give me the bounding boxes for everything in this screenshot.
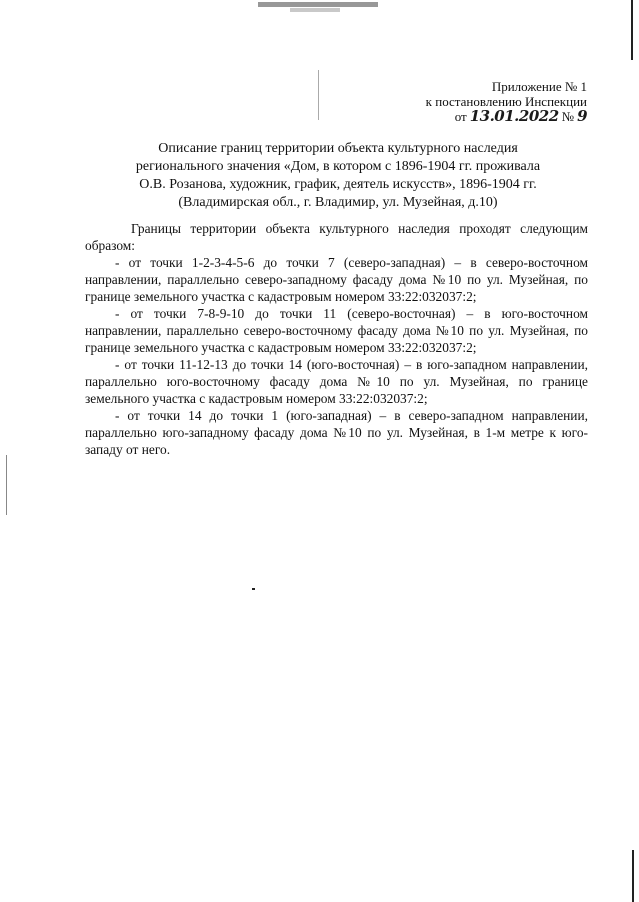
handwritten-number: 9: [577, 107, 587, 125]
appendix-header: [287, 80, 587, 125]
title-line-2: регионального значения «Дом, в котором с 1896-1904 гг. проживала: [135, 159, 541, 174]
scan-artifact-top: [258, 2, 378, 7]
document-title: [88, 140, 588, 212]
boundary-item: - от точки 14 до точки 1 (юго-западная) – в северо-западном направлении, параллельно юго-западному фасаду дома №10 по ул. Музейная, в 1-м метре к юго-западу от него.: [85, 408, 588, 457]
scan-artifact-top-dots: [290, 8, 340, 12]
number-prefix: №: [561, 109, 575, 124]
title-line-3: О.В. Розанова, художник, график, деятель искусств», 1896-1904 гг.: [139, 177, 537, 192]
title-line-1: Описание границ территории объекта культурного наследия: [158, 141, 518, 156]
scan-artifact-dot: [252, 588, 255, 590]
appendix-reference: к постановлению Инспекции: [425, 93, 587, 109]
body-intro: Границы территории объекта культурного наследия проходят следующим образом:: [85, 221, 588, 253]
scan-artifact-right-edge-top: [631, 0, 633, 60]
document-body: [85, 220, 588, 458]
title-line-4: (Владимирская обл., г. Владимир, ул. Музейная, д.10): [178, 195, 498, 210]
boundary-item: - от точки 11-12-13 до точки 14 (юго-восточная) – в юго-западном направлении, параллельно юго-восточному фасаду дома №10 по ул. Музейная, по границе земельного участка с кадастровым номером 33:22:032037:2;: [85, 357, 588, 406]
appendix-number: Приложение № 1: [491, 79, 587, 94]
appendix-date-line: [287, 109, 587, 125]
boundary-item: - от точки 7-8-9-10 до точки 11 (северо-восточная) – в юго-восточном направлении, параллельно северо-восточному фасаду дома №10 по ул. Музейная, по границе земельного участка с кадастровым номером 33:22:032037:2;: [85, 306, 588, 355]
scan-artifact-right-edge-bottom: [632, 850, 634, 902]
handwritten-date: 13.01.2022: [469, 107, 559, 125]
scan-artifact-left-line: [6, 455, 7, 515]
boundary-item: - от точки 1-2-3-4-5-6 до точки 7 (северо-западная) – в северо-восточном направлении, параллельно северо-западному фасаду дома №10 по ул. Музейная, по границе земельного участка с кадастровым номером 33:22:032037:2;: [85, 255, 588, 304]
date-prefix: от: [454, 109, 467, 124]
